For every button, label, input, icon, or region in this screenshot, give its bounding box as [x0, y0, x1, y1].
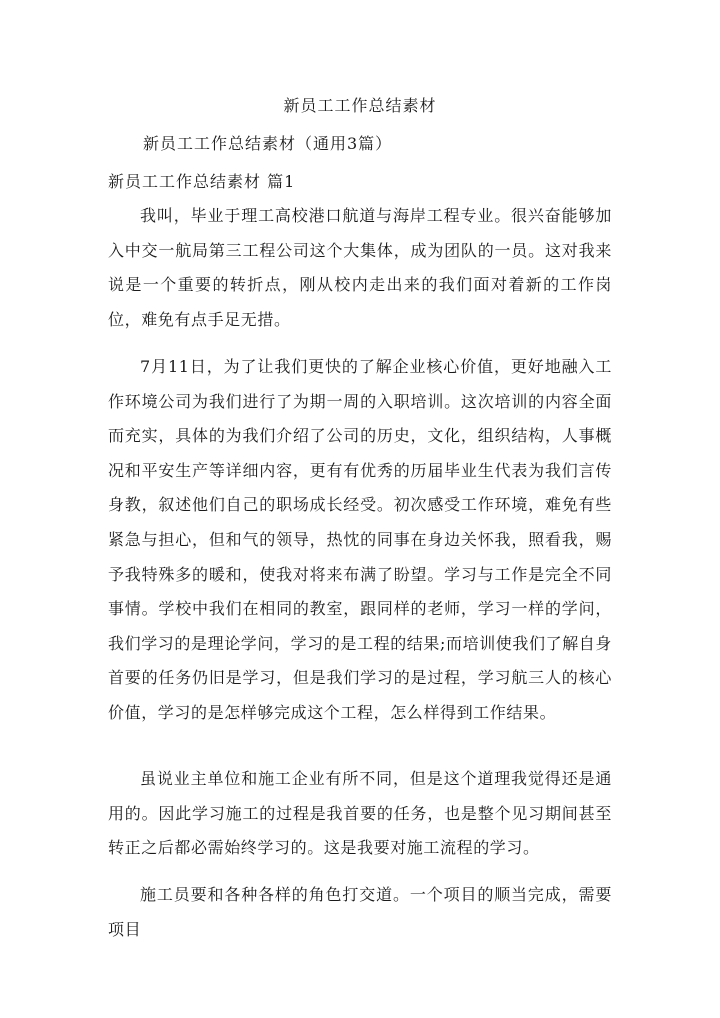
paragraph: 7月11日，为了让我们更快的了解企业核心价值，更好地融入工作环境公司为我们进行了为期一周的入职培训。这次培训的内容全面而充实，具体的为我们介绍了公司的历史，文化，组织结构，人事概况和平安生产等详细内容，更有有优秀的历届毕业生代表为我们言传身教，叙述他们自己的职场成长经受。初次感受工作环境，难免有些紧急与担心，但和气的领导，热忱的同事在身边关怀我，照看我，赐予我特殊多的暖和，使我对将来布满了盼望。学习与工作是完全不同事情。学校中我们在相同的教室，跟同样的老师，学习一样的学问，我们学习的是理论学问，学习的是工程的结果;而培训使我们了解自身首要的任务仍旧是学习，但是我们学习的是过程，学习航三人的核心价值，学习的是怎样够完成这个工程，怎么样得到工作结果。 [108, 357, 612, 722]
document-title: 新员工工作总结素材 [283, 96, 437, 115]
paragraph: 我叫，毕业于理工高校港口航道与海岸工程专业。很兴奋能够加入中交一航局第三工程公司这个大集体，成为团队的一员。这对我来说是一个重要的转折点，刚从校内走出来的我们面对着新的工作岗位，难免有点手足无措。 [108, 206, 612, 329]
document-subtitle: 新员工工作总结素材（通用3篇） [143, 134, 393, 153]
paragraph: 施工员要和各种各样的角色打交道。一个项目的顺当完成，需要项目 [108, 885, 612, 939]
paragraph: 虽说业主单位和施工企业有所不同，但是这个道理我觉得还是通用的。因此学习施工的过程是我首要的任务，也是整个见习期间甚至转正之后都必需始终学习的。这是我要对施工流程的学习。 [108, 769, 612, 858]
section-heading: 新员工工作总结素材 篇1 [108, 172, 296, 191]
